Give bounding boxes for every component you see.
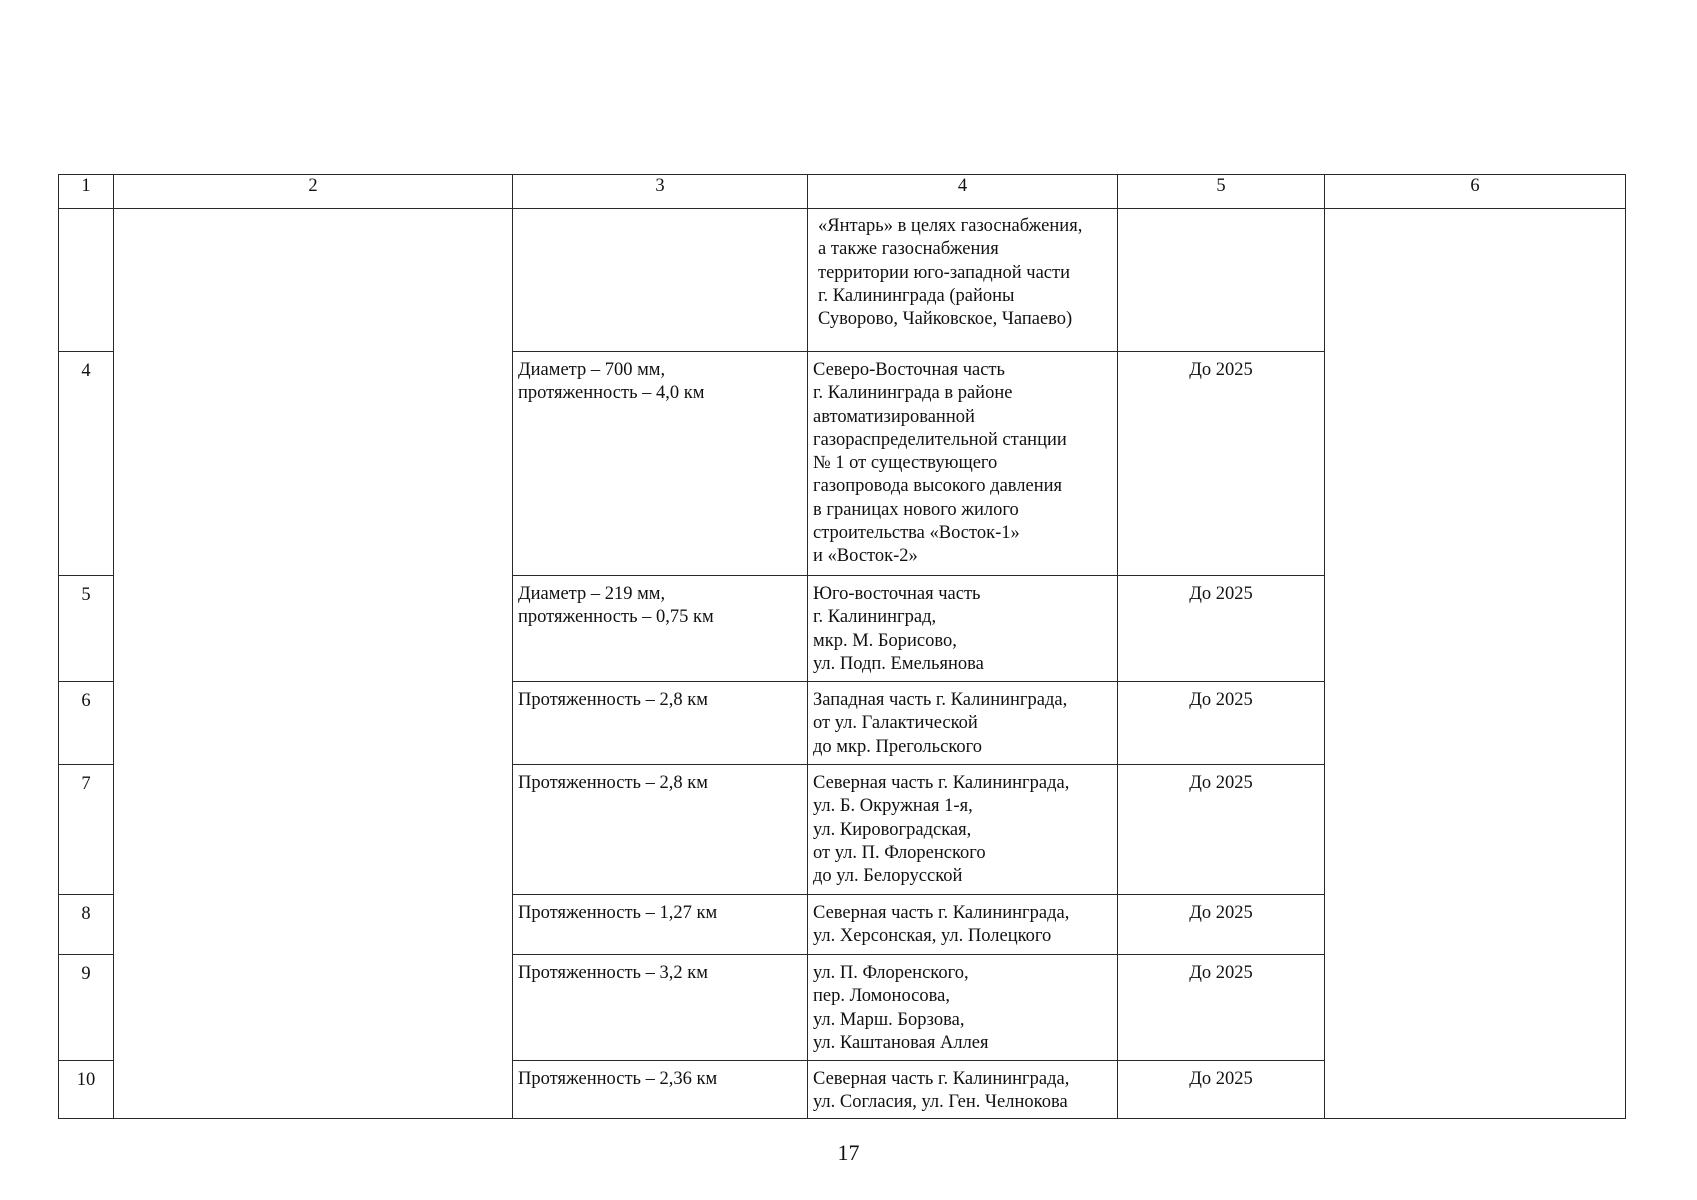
parameter-line: Протяженность – 1,27 км [518,903,718,923]
location-line: Северная часть г. Калининграда, [813,773,1070,793]
location-line: до ул. Белорусской [813,866,963,887]
parameter-line: Протяженность – 2,8 км [518,690,708,710]
location-cell [808,765,1118,895]
location-line: газораспределительной станции [813,429,1067,450]
parameters-cell [513,955,808,1061]
term-cell [1118,576,1325,682]
location-line: пер. Ломоносова, [813,986,950,1007]
location-line: в границах нового жилого [813,499,1019,520]
location-line: строительства «Восток-1» [813,523,1020,544]
location-line: «Янтарь» в целях газоснабжения, [818,216,1083,236]
header-cell: 6 [1325,175,1626,209]
parameters-cell [513,352,808,576]
term-cell [1118,682,1325,765]
term-value: До 2025 [1189,903,1253,923]
location-cell [808,682,1118,765]
location-line: ул. Согласия, ул. Ген. Челнокова [813,1092,1068,1113]
table-row [59,209,1626,352]
row-number: 9 [81,964,91,984]
parameters-cell [513,1061,808,1119]
row-number-cell [59,895,114,955]
location-cell [808,955,1118,1061]
row-number: 6 [81,691,91,711]
location-line: ул. Б. Окружная 1-я, [813,796,973,817]
object-name-cell [114,209,513,1119]
location-line: Северная часть г. Калининграда, [813,903,1070,923]
term-cell [1118,352,1325,576]
location-line: территории юго-западной части [818,262,1071,283]
row-number-cell [59,209,114,352]
parameter-line: Диаметр – 700 мм, [518,360,666,380]
location-line: автоматизированной [813,406,975,427]
location-line: газопровода высокого давления [813,476,1063,497]
location-line: ул. П. Флоренского, [813,963,969,983]
term-value: До 2025 [1189,1069,1253,1089]
location-cell [808,895,1118,955]
row-number: 7 [81,774,91,794]
parameters-cell [513,895,808,955]
location-line: г. Калининград, [813,607,937,628]
location-line: от ул. П. Флоренского [813,842,986,863]
parameters-cell [513,209,808,352]
row-number: 4 [81,361,91,381]
notes-cell [1325,209,1626,1119]
location-line: а также газоснабжения [818,239,999,260]
location-line: Суворово, Чайковское, Чапаево) [818,309,1073,330]
parameter-line: Диаметр – 219 мм, [518,584,666,604]
header-cell: 1 [59,175,114,209]
header-cell: 4 [808,175,1118,209]
location-line: ул. Марш. Борзова, [813,1009,965,1030]
location-line: мкр. М. Борисово, [813,630,957,651]
table-header-row [59,175,1626,209]
location-cell [808,576,1118,682]
header-cell: 2 [114,175,513,209]
parameter-line: Протяженность – 3,2 км [518,963,708,983]
location-cell [808,209,1118,352]
parameters-cell [513,682,808,765]
parameter-line: протяженность – 0,75 км [518,607,714,628]
term-value: До 2025 [1189,584,1253,604]
location-line: ул. Кировоградская, [813,819,972,840]
row-number: 5 [81,585,91,605]
gas-pipeline-table [58,174,1626,1119]
location-line: ул. Херсонская, ул. Полецкого [813,926,1052,947]
location-cell [808,352,1118,576]
location-line: ул. Каштановая Аллея [813,1032,989,1053]
term-cell [1118,209,1325,352]
term-cell [1118,955,1325,1061]
parameters-cell [513,576,808,682]
location-line: ул. Подп. Емельянова [813,653,984,674]
row-number-cell [59,682,114,765]
row-number-cell [59,576,114,682]
parameters-cell [513,765,808,895]
term-value: До 2025 [1189,360,1253,380]
term-value: До 2025 [1189,773,1253,793]
row-number: 8 [81,904,91,924]
parameter-line: протяженность – 4,0 км [518,383,705,404]
location-line: Юго-восточная часть [813,584,981,604]
location-line: г. Калининграда (районы [818,285,1015,306]
page-number: 17 [837,1140,860,1165]
location-line: Западная часть г. Калининграда, [813,690,1068,710]
location-line: № 1 от существующего [813,453,998,474]
parameter-line: Протяженность – 2,8 км [518,773,708,793]
term-value: До 2025 [1189,963,1253,983]
parameter-line: Протяженность – 2,36 км [518,1069,718,1089]
location-line: Северная часть г. Калининграда, [813,1069,1070,1089]
row-number-cell [59,955,114,1061]
location-cell [808,1061,1118,1119]
location-line: от ул. Галактической [813,713,978,734]
row-number-cell [59,352,114,576]
location-line: Северо-Восточная часть [813,360,1005,380]
row-number-cell [59,765,114,895]
location-line: и «Восток-2» [813,546,918,567]
row-number-cell [59,1061,114,1119]
location-line: до мкр. Прегольского [813,736,982,757]
term-cell [1118,895,1325,955]
header-cell: 5 [1118,175,1325,209]
term-cell [1118,1061,1325,1119]
term-value: До 2025 [1189,690,1253,710]
header-cell: 3 [513,175,808,209]
row-number: 10 [76,1070,96,1090]
location-line: г. Калининграда в районе [813,383,1013,404]
term-cell [1118,765,1325,895]
